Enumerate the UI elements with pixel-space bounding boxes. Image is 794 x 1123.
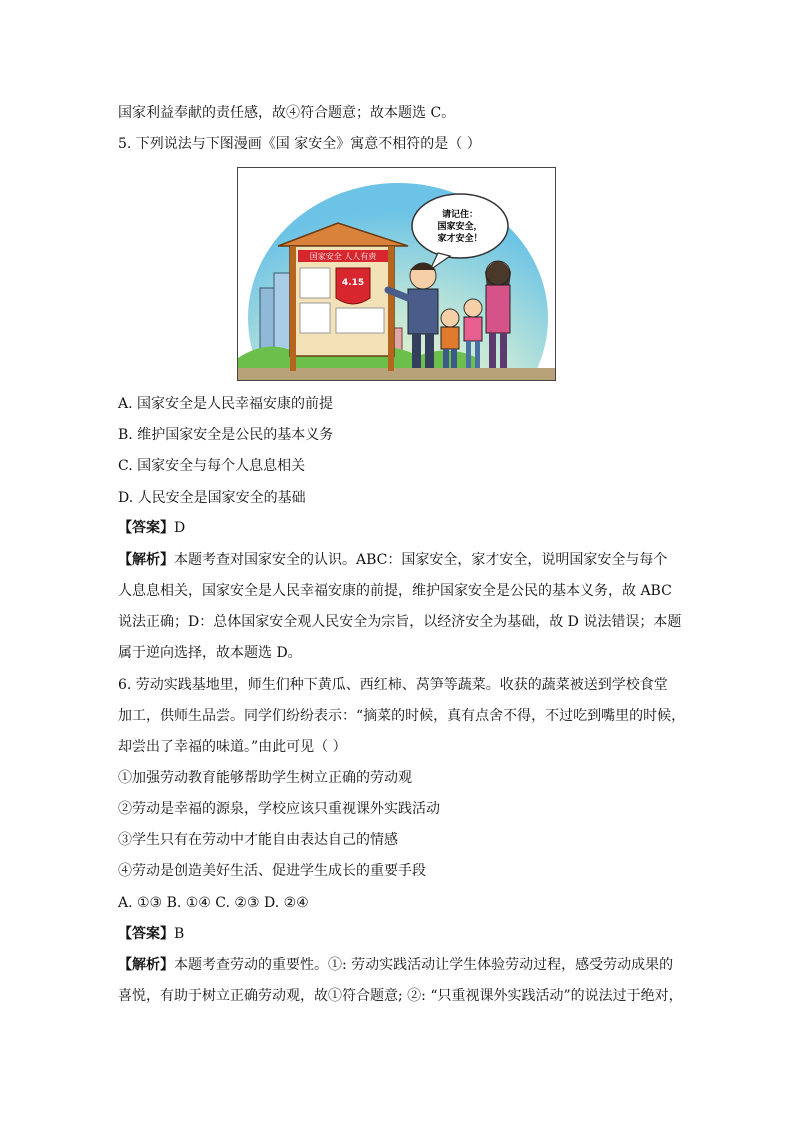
answer-line: [118, 518, 185, 538]
girl-dress: [464, 317, 482, 341]
option-a: A. 国家安全是人民幸福安康的前提: [118, 396, 334, 412]
man-suit: [408, 289, 438, 334]
analysis-text: 喜悦，有助于树立正确劳动观，故①符合题意; ②: “只重视课外实践活动”的说法过于绝对，: [118, 988, 683, 1004]
answer-tag: 【答案】: [118, 926, 174, 942]
statement-1: ①加强劳动教育能够帮助学生树立正确的劳动观: [118, 770, 412, 786]
boy-head: [441, 309, 459, 327]
man-leg: [425, 334, 434, 368]
poster-panel: [300, 268, 330, 298]
speech-line-2: 国家安全，: [437, 222, 483, 232]
choices-line: A. ①③ B. ①④ C. ②③ D. ②④: [118, 895, 309, 911]
text-line: 国家利益奉献的责任感，故④符合题意；故本题选 C。: [118, 105, 456, 121]
woman-leg: [500, 333, 507, 368]
speech-line-1: 请记住：: [441, 210, 479, 220]
analysis-text: 属于逆向选择，故本题选 D。: [118, 645, 302, 661]
poster-panel: [300, 303, 330, 333]
analysis-tag: 【解析】: [118, 552, 174, 568]
boy-shirt: [441, 327, 459, 349]
analysis-line: [118, 955, 673, 975]
option-d: D. 人民安全是国家安全的基础: [118, 490, 306, 506]
answer-value: D: [174, 520, 186, 536]
man-leg: [412, 334, 421, 368]
analysis-line: [118, 550, 667, 570]
woman-dress: [486, 285, 510, 333]
statement-4: ④劳动是创造美好生活、促进学生成长的重要手段: [118, 863, 426, 879]
badge-number: 4.15: [341, 278, 365, 288]
path-ground: [238, 368, 555, 380]
analysis-tag: 【解析】: [118, 957, 174, 973]
statement-2: ②劳动是幸福的源泉，学校应该只重视课外实践活动: [118, 801, 440, 817]
answer-tag: 【答案】: [118, 520, 174, 536]
woman-leg: [489, 333, 496, 368]
question-6-stem: 6. 劳动实践基地里，师生们种下黄瓜、西红柿、莴笋等蔬菜。收获的蔬菜被送到学校食堂: [118, 677, 668, 693]
statement-3: ③学生只有在劳动中才能自由表达自己的情感: [118, 832, 398, 848]
board-title: 国家安全 人人有责: [309, 252, 377, 261]
analysis-text: 本题考查对国家安全的认识。ABC：国家安全，家才安全，说明国家安全与每个: [174, 552, 668, 568]
speech-line-3: 家才安全！: [437, 234, 483, 244]
girl-leg: [475, 341, 480, 368]
board-post-right: [388, 246, 394, 371]
poster-panel: [336, 308, 384, 333]
board-post-left: [290, 246, 296, 371]
question-6-stem: 却尝出了幸福的味道。”由此可见（ ）: [118, 739, 347, 755]
analysis-text: 人息息相关，国家安全是人民幸福安康的前提，维护国家安全是公民的基本义务，故 ABC: [118, 583, 672, 599]
girl-head: [464, 299, 482, 317]
cartoon-illustration: [238, 168, 555, 380]
analysis-text: 本题考查劳动的重要性。①: 劳动实践活动让学生体验劳动过程，感受劳动成果的: [174, 957, 674, 973]
option-c: C. 国家安全与每个人息息相关: [118, 458, 306, 474]
answer-value: B: [174, 926, 185, 942]
girl-leg: [466, 341, 471, 368]
answer-line: [118, 924, 184, 944]
analysis-text: 说法正确；D：总体国家安全观人民安全为宗旨，以经济安全为基础，故 D 说法错误；本题: [118, 614, 682, 630]
cartoon-figure: [237, 167, 556, 381]
boy-leg: [443, 349, 449, 368]
boy-leg: [451, 349, 457, 368]
question-6-stem: 加工，供师生品尝。同学们纷纷表示：“摘菜的时候，真有点舍不得，不过吃到嘴里的时候，: [118, 708, 686, 724]
option-b: B. 维护国家安全是公民的基本义务: [118, 427, 334, 443]
question-5-stem: 5. 下列说法与下图漫画《国 家安全》寓意不相符的是（ ）: [118, 136, 481, 152]
